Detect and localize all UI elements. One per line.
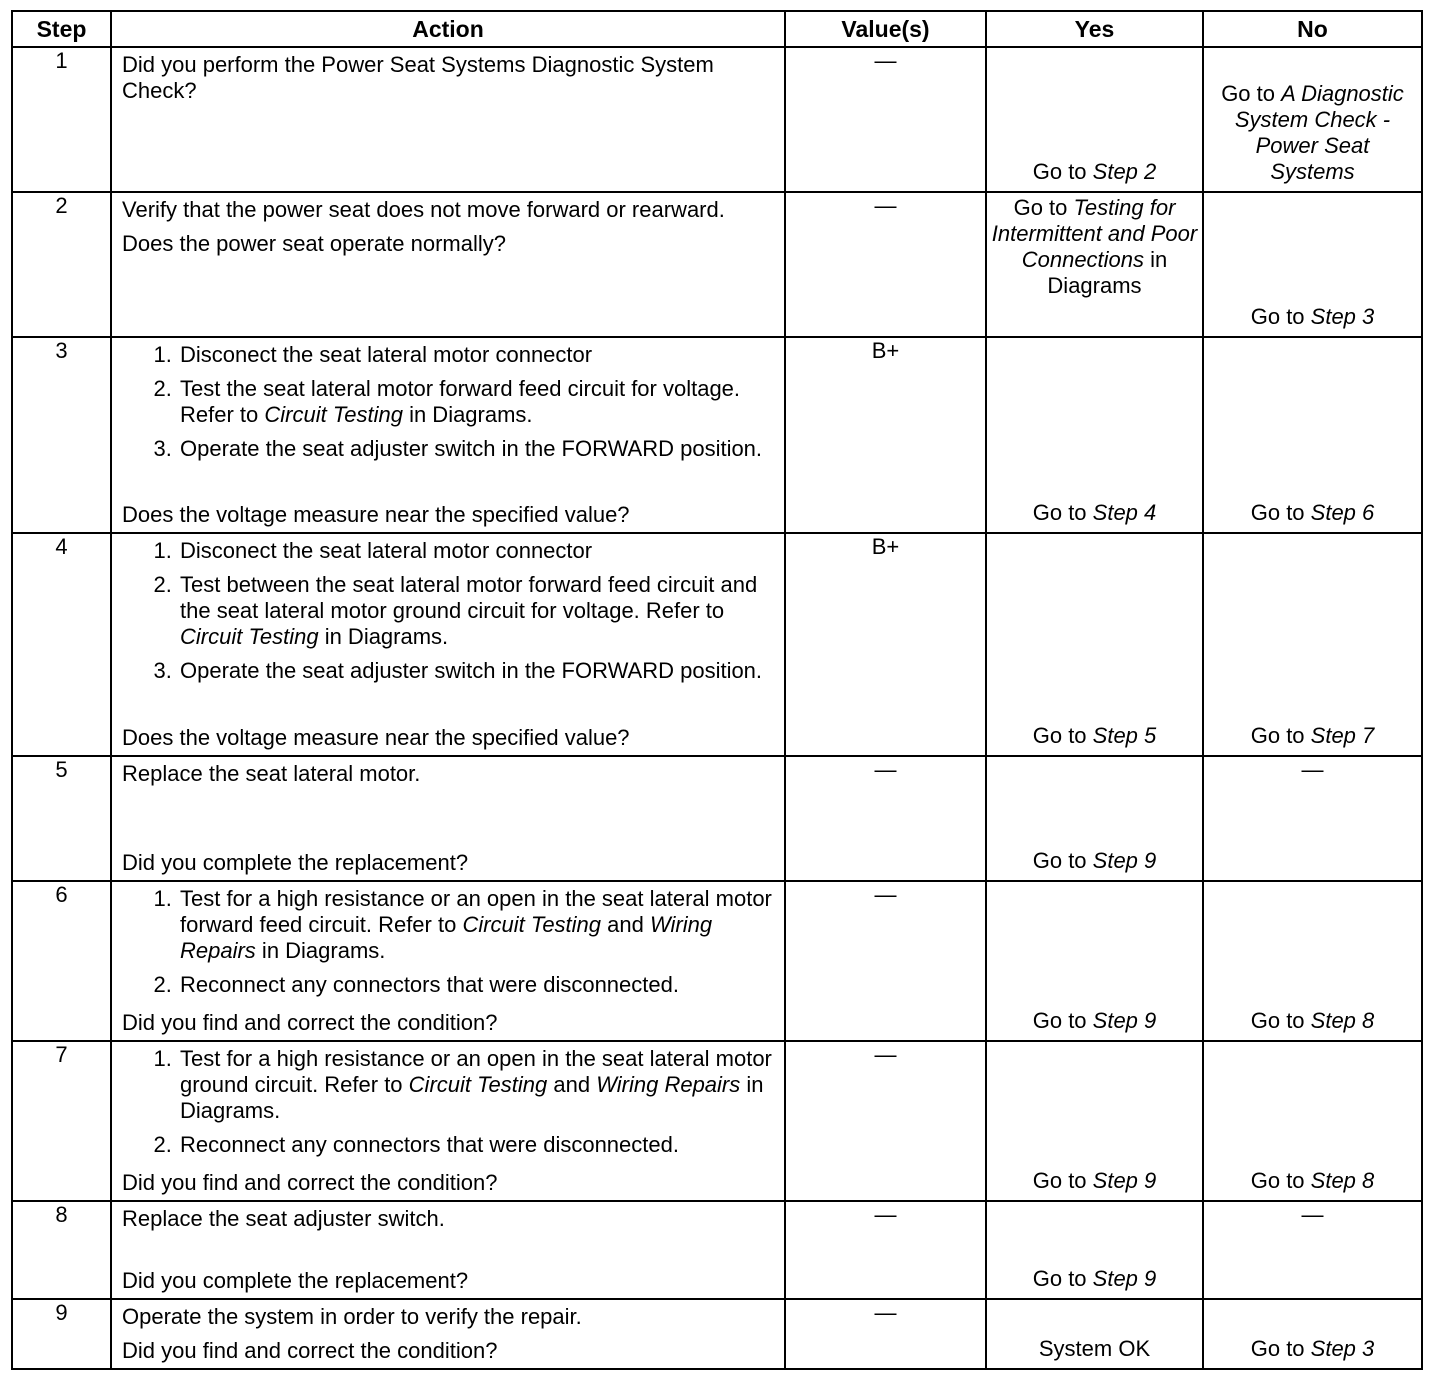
action-question: Did you complete the replacement? [122,1268,469,1293]
yes-result [991,500,1198,526]
diagnostic-table [11,10,1423,1370]
action-steps [122,538,776,684]
no-cell [1203,533,1422,756]
no-result [1208,723,1417,749]
action-question: Did you perform the Power Seat Systems Diagnostic System Check? [122,52,714,103]
yes-cell [986,756,1203,881]
table-row [12,1299,1422,1369]
action-cell [111,756,785,881]
action-instruction: Replace the seat adjuster switch. [122,1206,445,1231]
action-cell [111,192,785,337]
action-cell [111,337,785,533]
no-target: Step 7 [1310,723,1375,748]
no-result [1208,1008,1417,1034]
action-question: Did you find and correct the condition? [122,1338,498,1363]
action-question: Does the voltage measure near the specified value? [122,725,630,750]
yes-result: System OK [1038,1336,1151,1361]
value-cell: — [785,1041,986,1201]
no-result [1208,1168,1417,1194]
action-steps [122,886,776,998]
yes-prefix: Go to [1032,848,1093,873]
yes-suffix: in Diagrams [1047,247,1168,298]
step-number: 3 [12,337,111,533]
no-result [1208,1336,1417,1362]
no-target: Step 8 [1310,1168,1375,1193]
table-row [12,47,1422,192]
table-row [12,1041,1422,1201]
yes-prefix: Go to [1032,1168,1093,1193]
no-target: Step 8 [1310,1008,1375,1033]
value-cell: — [785,192,986,337]
no-result [1218,81,1407,185]
yes-target: Step 5 [1092,723,1157,748]
action-step-item: 1. Test for a high resistance or an open in the seat lateral motor forward feed circuit. Refer to Circuit Testing and Wiring Repairs in Diagrams. [178,886,776,964]
value-cell: — [785,756,986,881]
no-cell [1203,1041,1422,1201]
yes-prefix: Go to [1032,1008,1093,1033]
table-row [12,756,1422,881]
yes-prefix: Go to [1032,723,1093,748]
table-row [12,337,1422,533]
action-cell [111,1041,785,1201]
action-step-item: 3. Operate the seat adjuster switch in the FORWARD position. [178,436,776,462]
header-values: Value(s) [785,11,986,47]
action-question: Does the voltage measure near the specified value? [122,502,630,527]
value-cell: — [785,1201,986,1299]
yes-cell [986,533,1203,756]
yes-prefix: Go to [1032,159,1093,184]
step-number: 9 [12,1299,111,1369]
table-row [12,192,1422,337]
step-number: 6 [12,881,111,1041]
action-cell [111,1299,785,1369]
no-prefix: Go to [1250,1336,1311,1361]
no-result [1208,304,1417,330]
no-prefix: Go to [1250,723,1311,748]
yes-prefix: Go to [1032,1266,1093,1291]
yes-cell [986,47,1203,192]
yes-target: Step 2 [1092,159,1157,184]
no-prefix: Go to [1250,304,1311,329]
action-cell [111,881,785,1041]
action-step-item: 1. Disconect the seat lateral motor connector [178,538,776,564]
yes-target: Step 4 [1092,500,1157,525]
step-number: 4 [12,533,111,756]
yes-cell [986,1299,1203,1369]
no-cell: — [1203,1201,1422,1299]
no-prefix: Go to [1250,1008,1311,1033]
yes-result [991,195,1198,299]
action-steps [122,1046,776,1158]
no-target: Step 3 [1310,1336,1375,1361]
yes-target: Step 9 [1092,1008,1157,1033]
yes-result [991,159,1198,185]
yes-cell [986,337,1203,533]
yes-result [991,1008,1198,1034]
yes-cell [986,192,1203,337]
yes-target: Step 9 [1092,1266,1157,1291]
value-cell: — [785,881,986,1041]
action-cell [111,533,785,756]
step-number: 1 [12,47,111,192]
value-cell: — [785,1299,986,1369]
yes-target: Step 9 [1092,1168,1157,1193]
step-number: 7 [12,1041,111,1201]
no-cell: — [1203,756,1422,881]
no-cell [1203,337,1422,533]
header-step: Step [12,11,111,47]
no-result [1208,500,1417,526]
no-target: A Diagnostic System Check - Power Seat Systems [1234,81,1404,184]
action-question: Did you find and correct the condition? [122,1170,498,1195]
header-no: No [1203,11,1422,47]
no-cell [1203,47,1422,192]
table-row [12,533,1422,756]
header-row [12,11,1422,47]
no-target: Step 3 [1310,304,1375,329]
no-prefix: Go to [1221,81,1282,106]
yes-cell [986,881,1203,1041]
action-cell [111,1201,785,1299]
action-step-item: 2. Test between the seat lateral motor forward feed circuit and the seat lateral motor ground circuit for voltage. Refer to Circuit Testing in Diagrams. [178,572,776,650]
action-instruction: Verify that the power seat does not move forward or rearward. [122,197,725,222]
action-question: Did you complete the replacement? [122,850,469,875]
yes-prefix: Go to [1013,195,1074,220]
yes-result [991,723,1198,749]
action-instruction: Operate the system in order to verify the repair. [122,1304,582,1329]
action-steps [122,342,776,462]
value-cell: B+ [785,337,986,533]
action-step-item: 1. Disconect the seat lateral motor connector [178,342,776,368]
header-action: Action [111,11,785,47]
action-question: Did you find and correct the condition? [122,1010,498,1035]
yes-cell [986,1041,1203,1201]
header-yes: Yes [986,11,1203,47]
step-number: 5 [12,756,111,881]
yes-cell [986,1201,1203,1299]
no-cell [1203,1299,1422,1369]
action-step-item: 2. Reconnect any connectors that were disconnected. [178,972,776,998]
yes-result [991,848,1198,874]
yes-prefix: Go to [1032,500,1093,525]
no-prefix: Go to [1250,1168,1311,1193]
value-cell: B+ [785,533,986,756]
no-cell [1203,192,1422,337]
table-row [12,881,1422,1041]
yes-target: Step 9 [1092,848,1157,873]
action-question: Does the power seat operate normally? [122,231,506,256]
no-target: Step 6 [1310,500,1375,525]
action-instruction: Replace the seat lateral motor. [122,761,421,786]
action-step-item: 2. Test the seat lateral motor forward feed circuit for voltage. Refer to Circuit Testing in Diagrams. [178,376,776,428]
action-step-item: 1. Test for a high resistance or an open in the seat lateral motor ground circuit. Refer to Circuit Testing and Wiring Repairs in Diagrams. [178,1046,776,1124]
yes-result [991,1168,1198,1194]
action-step-item: 3. Operate the seat adjuster switch in the FORWARD position. [178,658,776,684]
no-cell [1203,881,1422,1041]
action-cell [111,47,785,192]
yes-target: Testing for Intermittent and Poor Connections [991,195,1198,272]
no-prefix: Go to [1250,500,1311,525]
action-step-item: 2. Reconnect any connectors that were disconnected. [178,1132,776,1158]
step-number: 2 [12,192,111,337]
value-cell: — [785,47,986,192]
table-row [12,1201,1422,1299]
yes-result [991,1266,1198,1292]
step-number: 8 [12,1201,111,1299]
